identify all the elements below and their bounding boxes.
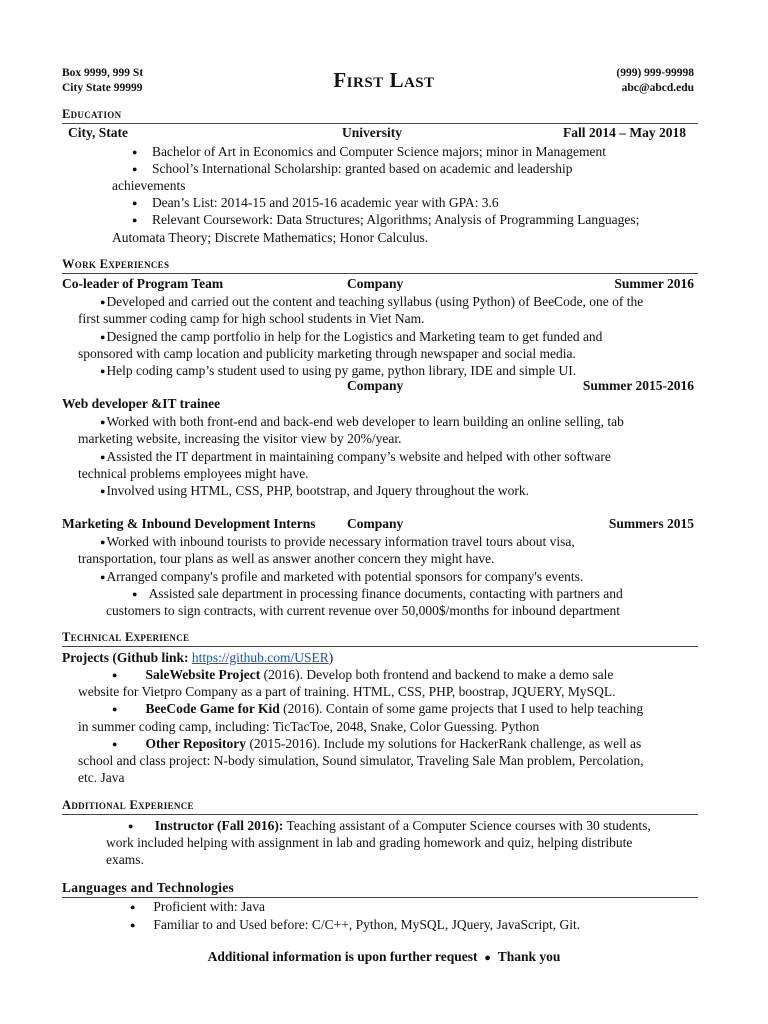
list-item-continuation: transportation, tour plans as well as answer another concern they might have.: [78, 551, 495, 566]
job-company: Company: [347, 276, 404, 291]
list-item: ● Instructor (Fall 2016): Teaching assistant of a Computer Science courses with 30 students,: [128, 818, 651, 833]
job-title: Web developer &IT trainee: [62, 396, 221, 411]
project-title: SaleWebsite Project: [145, 667, 261, 682]
list-item-continuation: first summer coding camp for high school students in Viet Nam.: [78, 311, 425, 326]
list-item-continuation: customers to sign contracts, with current revenue over 50,000$/months for inbound department: [106, 603, 621, 618]
projects-label: Projects (Github link:: [62, 650, 192, 665]
list-item: ● BeeCode Game for Kid (2016). Contain of some game projects that I used to help teaching: [112, 701, 644, 716]
education-row: [62, 125, 694, 142]
job-company: Company: [347, 378, 404, 393]
list-item: ● Assisted sale department in processing finance documents, contacting with partners and: [132, 586, 623, 601]
list-item: ●Arranged company's profile and marketed with potential sponsors for company's events.: [100, 569, 584, 584]
job-row: [62, 378, 694, 395]
bullet-icon: ●: [100, 417, 106, 427]
bullet-icon: ●: [112, 704, 118, 714]
job-company: Company: [347, 516, 404, 531]
bullet-icon: ●: [132, 164, 138, 174]
list-item: ● Bachelor of Art in Economics and Computer Science majors; minor in Management: [132, 144, 606, 159]
list-item: ● Proficient with: Java: [130, 899, 266, 914]
footer-separator-icon: ●: [484, 952, 491, 964]
list-item-continuation: achievements: [112, 178, 186, 193]
project-title: Other Repository: [145, 736, 247, 751]
bullet-icon: ●: [100, 537, 106, 547]
list-item: ●Developed and carried out the content and teaching syllabus (using Python) of BeeCode, one of the: [100, 294, 644, 309]
email-address: abc@abcd.edu: [621, 82, 694, 94]
job-dates: Summers 2015: [608, 516, 694, 531]
job-title: Marketing & Inbound Development Interns: [62, 516, 316, 531]
candidate-name: First Last: [333, 68, 435, 92]
instructor-title: Instructor (Fall 2016):: [154, 818, 284, 833]
section-heading-additional: Additional Experience: [62, 798, 698, 815]
education-school: University: [342, 125, 402, 140]
address-line-1: Box 9999, 999 St: [62, 67, 144, 79]
list-item: ●Designed the camp portfolio in help for the Logistics and Marketing team to get funded and: [100, 329, 603, 344]
section-heading-languages: Languages and Technologies: [62, 880, 698, 898]
list-item-continuation: exams.: [106, 852, 144, 867]
list-item: ● Dean’s List: 2014-15 and 2015-16 academic year with GPA: 3.6: [132, 195, 499, 210]
list-item: ●Assisted the IT department in maintaining company’s website and helped with other software: [100, 449, 611, 464]
bullet-icon: ●: [132, 147, 138, 157]
bullet-icon: ●: [100, 452, 106, 462]
bullet-icon: ●: [132, 589, 138, 599]
job-dates: Summer 2015-2016: [582, 378, 694, 393]
list-item-continuation: website for Vietpro Company as a part of training. HTML, CSS, PHP, boostrap, JQUERY, MySQL.: [78, 684, 616, 699]
project-title: BeeCode Game for Kid: [145, 701, 280, 716]
bullet-icon: ●: [100, 572, 106, 582]
list-item-continuation: school and class project: N-body simulation, Sound simulator, Traveling Sale Man problem, Percolation,: [78, 753, 644, 768]
bullet-icon: ●: [100, 297, 106, 307]
bullet-icon: ●: [130, 920, 136, 930]
list-item-continuation: work included helping with assignment in lab and grading homework and quiz, helping distribute: [106, 835, 633, 850]
list-item-continuation: marketing website, increasing the visitor view by 20%/year.: [78, 431, 402, 446]
footer-note: [0, 949, 768, 965]
job-row: [62, 276, 694, 293]
job-title: Co-leader of Program Team: [62, 276, 224, 291]
section-heading-technical: Technical Experience: [62, 630, 698, 647]
contact-block: [616, 66, 694, 96]
list-item-continuation: in summer coding camp, including: TicTacToe, 2048, Snake, Color Guessing. Python: [78, 719, 540, 734]
bullet-icon: ●: [112, 739, 118, 749]
section-heading-education: Education: [62, 107, 698, 124]
education-location: City, State: [68, 125, 128, 140]
list-item: ● Relevant Coursework: Data Structures; Algorithms; Analysis of Programming Languages;: [132, 212, 640, 227]
list-item: ●Help coding camp’s student used to using py game, python library, IDE and simple UI.: [100, 363, 577, 378]
job-dates: Summer 2016: [614, 276, 694, 291]
bullet-icon: ●: [132, 215, 138, 225]
list-item: ●Worked with both front-end and back-end web developer to learn building an online selling, tab: [100, 414, 624, 429]
bullet-icon: ●: [128, 821, 134, 831]
list-item: ● Familiar to and Used before: C/C++, Python, MySQL, JQuery, JavaScript, Git.: [130, 917, 581, 932]
projects-close: ): [328, 650, 334, 665]
job-title-row: [62, 396, 694, 413]
bullet-icon: ●: [100, 332, 106, 342]
list-item-continuation: sponsored with camp location and publicity marketing through newspaper and social media.: [78, 346, 576, 361]
list-item: ●Involved using HTML, CSS, PHP, bootstrap, and Jquery throughout the work.: [100, 483, 530, 498]
footer-left: Additional information is upon further request: [207, 949, 478, 964]
bullet-icon: ●: [132, 198, 138, 208]
address-line-2: City State 99999: [62, 82, 143, 94]
github-link[interactable]: https://github.com/USER: [191, 650, 329, 665]
list-item: ●Worked with inbound tourists to provide necessary information travel tours about visa,: [100, 534, 575, 549]
bullet-icon: ●: [112, 670, 118, 680]
bullet-icon: ●: [100, 366, 106, 376]
list-item-continuation: Automata Theory; Discrete Mathematics; Honor Calculus.: [112, 230, 429, 245]
projects-line: [62, 649, 333, 666]
job-row: [62, 516, 694, 533]
footer-right: Thank you: [497, 949, 561, 964]
list-item-continuation: etc. Java: [78, 770, 125, 785]
list-item: ● Other Repository (2015-2016). Include my solutions for HackerRank challenge, as well as: [112, 736, 642, 751]
bullet-icon: ●: [100, 486, 106, 496]
section-heading-work: Work Experiences: [62, 257, 698, 274]
list-item-continuation: technical problems employees might have.: [78, 466, 309, 481]
bullet-icon: ●: [130, 902, 136, 912]
list-item: ● School’s International Scholarship: granted based on academic and leadership: [132, 161, 573, 176]
list-item: ● SaleWebsite Project (2016). Develop both frontend and backend to make a demo sale: [112, 667, 614, 682]
phone-number: (999) 999-99998: [616, 67, 694, 79]
education-dates: Fall 2014 – May 2018: [563, 125, 686, 140]
